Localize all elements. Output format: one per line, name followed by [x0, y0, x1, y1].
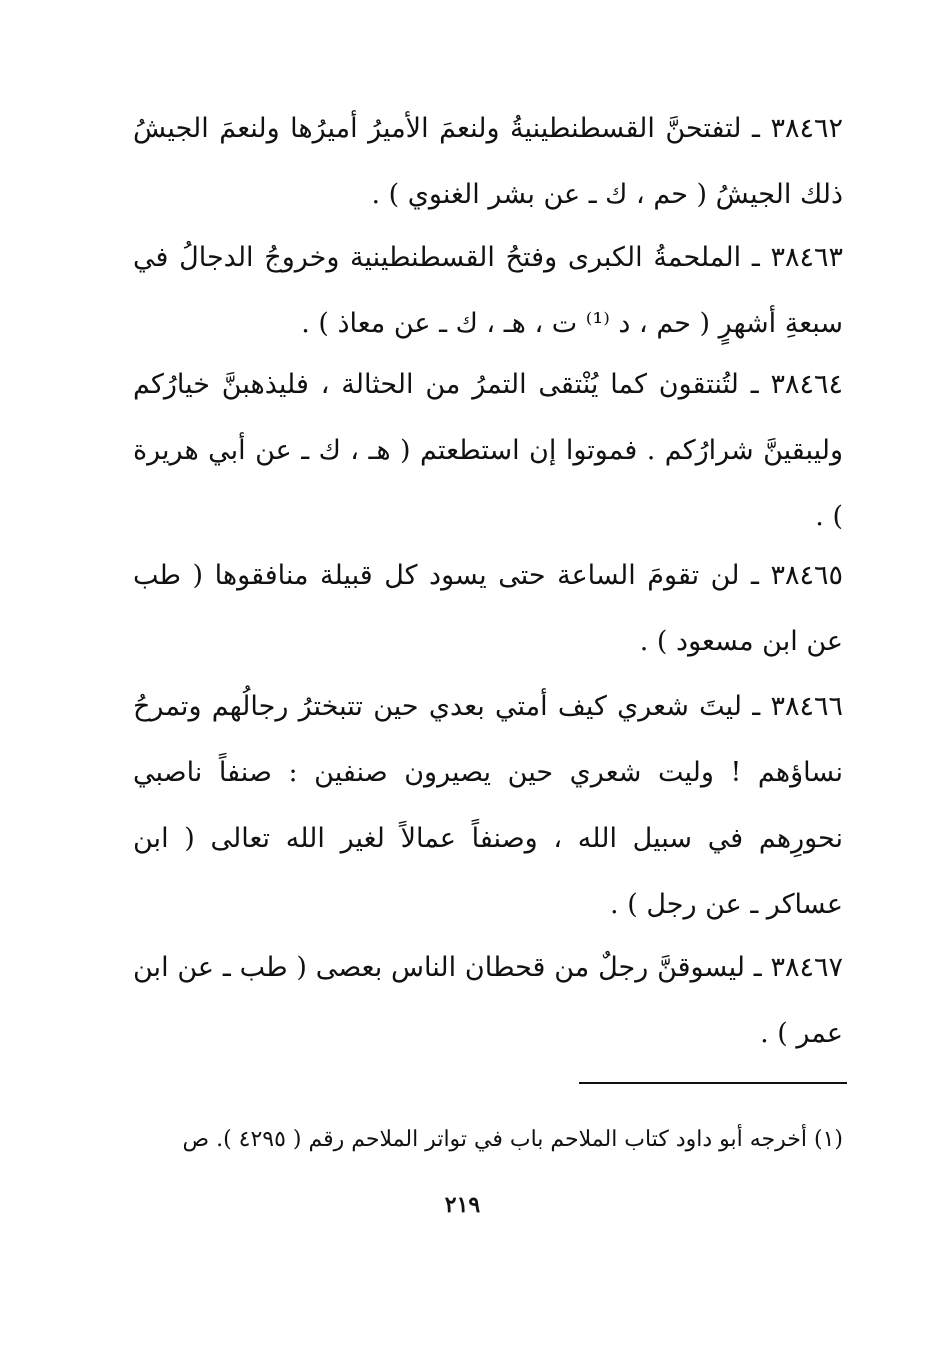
hadith-entry-38465: ٣٨٤٦٥ ـ لن تقومَ الساعة حتى يسود كل قبيلة منافقوها ( طب عن ابن مسعود ) .: [133, 560, 843, 657]
hadith-entry-38463: ٣٨٤٦٣ ـ الملحمةُ الكبرى وفتحُ القسطنطينية وخروجُ الدجالُ في سبعةِ أشهرٍ ( حم ، د ⁽¹⁾ ت ، هـ ، ك ـ عن معاذ ) .: [133, 242, 843, 339]
page-number: ٢١٩: [444, 1192, 481, 1218]
footnote-divider: [579, 1082, 847, 1084]
hadith-entry-38462: ٣٨٤٦٢ ـ لتفتحنَّ القسطنطينيةُ ولنعمَ الأميرُ أميرُها ولنعمَ الجيشُ ذلك الجيشُ ( حم ، ك ـ عن بشر الغنوي ) .: [133, 113, 843, 210]
footnote: (١) أخرجه أبو داود كتاب الملاحم باب في تواتر الملاحم رقم ( ٤٢٩٥ ). ص: [182, 1127, 843, 1152]
hadith-entry-38467: ٣٨٤٦٧ ـ ليسوقنَّ رجلٌ من قحطان الناس بعصى ( طب ـ عن ابن عمر ) .: [133, 952, 843, 1049]
hadith-entry-38464: ٣٨٤٦٤ ـ لتُنتقون كما يُنْتقى التمرُ من الحثالة ، فليذهبنَّ خيارُكم وليبقينَّ شرارُكم . فموتوا إن استطعتم ( هـ ، ك ـ عن أبي هريرة ) .: [133, 369, 843, 532]
hadith-entry-38466: ٣٨٤٦٦ ـ ليتَ شعري كيف أمتي بعدي حين تتبخترُ رجالُهم وتمرحُ نساؤهم ! وليت شعري حين يصيرون صنفين : صنفاً ناصبي نحورِهم في سبيل الله ، وصنفاً عمالاً لغير الله تعالى ( ابن عساكر ـ عن رجل ) .: [133, 691, 843, 920]
